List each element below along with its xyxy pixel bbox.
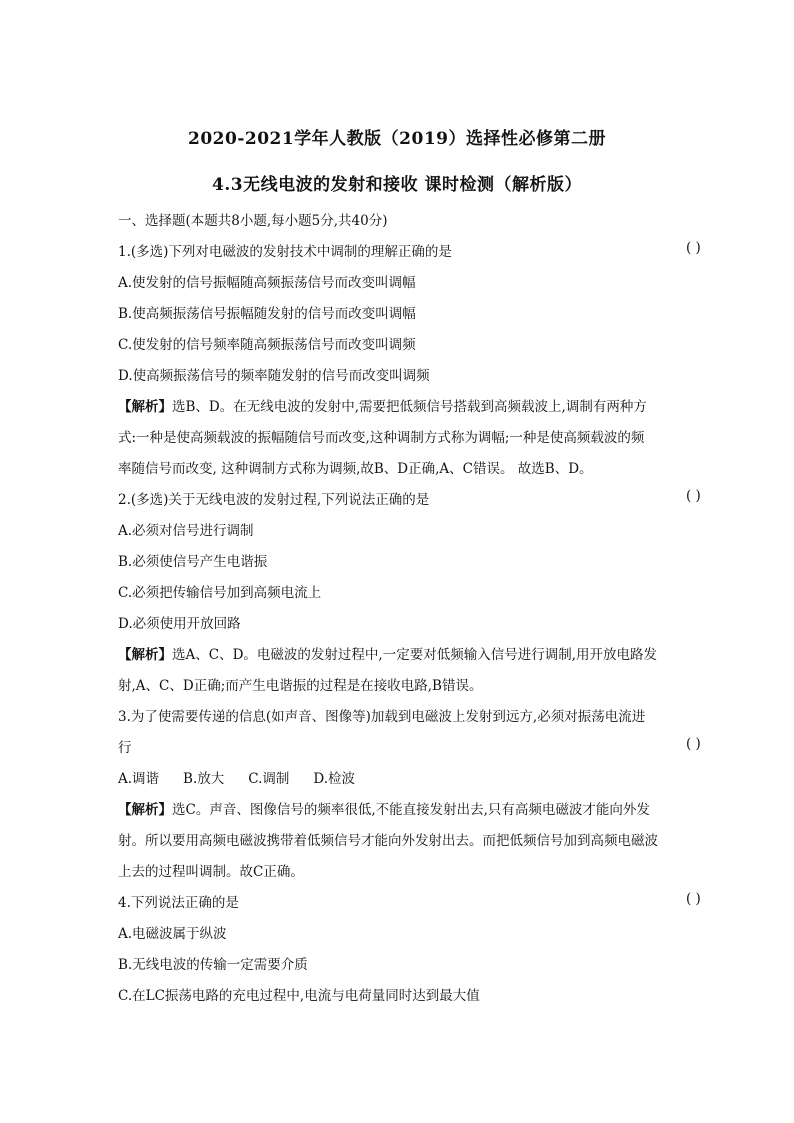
q3-option-c: C.调制 xyxy=(248,771,290,787)
q3-analysis-line3: 上去的过程叫调制。故C正确。 xyxy=(118,864,304,880)
document-subtitle: 4.3无线电波的发射和接收 课时检测（解析版） xyxy=(212,175,582,195)
q2-option-d: D.必须使用开放回路 xyxy=(118,616,241,632)
q2-answer-blank: ( ) xyxy=(686,488,701,504)
q1-answer-blank: ( ) xyxy=(686,240,701,256)
document-title: 2020-2021学年人教版（2019）选择性必修第二册 xyxy=(188,129,606,149)
q3-answer-blank: ( ) xyxy=(686,736,701,752)
analysis-label: 【解析】 xyxy=(118,802,172,818)
q3-option-d: D.检波 xyxy=(313,771,356,787)
q1-analysis-line2: 式:一种是使高频载波的振幅随信号而改变,这种调制方式称为调幅;一种是使高频载波的频 xyxy=(118,430,645,446)
section-heading: 一、选择题(本题共8小题,每小题5分,共40分) xyxy=(118,213,388,229)
q1-analysis-line1: 【解析】选B、D。在无线电波的发射中,需要把低频信号搭载到高频载波上,调制有两种方 xyxy=(118,399,647,415)
q1-option-a: A.使发射的信号振幅随高频振荡信号而改变叫调幅 xyxy=(118,275,416,291)
q4-option-b: B.无线电波的传输一定需要介质 xyxy=(118,957,308,973)
q1-analysis-line3: 率随信号而改变, 这种调制方式称为调频,故B、D正确,A、C错误。 故选B、D。 xyxy=(118,461,593,477)
analysis-label: 【解析】 xyxy=(118,399,172,415)
q3-option-a: A.调谐 xyxy=(118,771,160,787)
q2-option-c: C.必须把传输信号加到高频电流上 xyxy=(118,585,322,601)
q4-option-a: A.电磁波属于纵波 xyxy=(118,926,227,942)
q3-analysis-line2: 射。所以要用高频电磁波携带着低频信号才能向外发射出去。而把低频信号加到高频电磁波 xyxy=(118,833,658,849)
q1-option-d: D.使高频振荡信号的频率随发射的信号而改变叫调频 xyxy=(118,368,430,384)
q2-stem: 2.(多选)关于无线电波的发射过程,下列说法正确的是 xyxy=(118,492,430,508)
q3-stem-line1: 3.为了使需要传递的信息(如声音、图像等)加载到电磁波上发射到远方,必须对振荡电流进 xyxy=(118,709,646,725)
q4-stem: 4.下列说法正确的是 xyxy=(118,895,239,911)
q2-option-a: A.必须对信号进行调制 xyxy=(118,523,254,539)
q2-option-b: B.必须使信号产生电谐振 xyxy=(118,554,268,570)
q3-option-b: B.放大 xyxy=(183,771,225,787)
q2-analysis-line1: 【解析】选A、C、D。电磁波的发射过程中,一定要对低频输入信号进行调制,用开放电路发 xyxy=(118,647,657,663)
q3-analysis-line1: 【解析】选C。声音、图像信号的频率很低,不能直接发射出去,只有高频电磁波才能向外发 xyxy=(118,802,650,818)
q2-analysis-line2: 射,A、C、D正确;而产生电谐振的过程是在接收电路,B错误。 xyxy=(118,678,483,694)
q1-stem: 1.(多选)下列对电磁波的发射技术中调制的理解正确的是 xyxy=(118,244,452,260)
analysis-label: 【解析】 xyxy=(118,647,172,663)
q3-options xyxy=(118,767,728,787)
q1-option-b: B.使高频振荡信号振幅随发射的信号而改变叫调幅 xyxy=(118,306,416,322)
q3-stem-line2: 行 xyxy=(118,740,132,756)
q4-answer-blank: ( ) xyxy=(686,891,701,907)
q4-option-c: C.在LC振荡电路的充电过程中,电流与电荷量同时达到最大值 xyxy=(118,988,480,1004)
q1-option-c: C.使发射的信号频率随高频振荡信号而改变叫调频 xyxy=(118,337,416,353)
